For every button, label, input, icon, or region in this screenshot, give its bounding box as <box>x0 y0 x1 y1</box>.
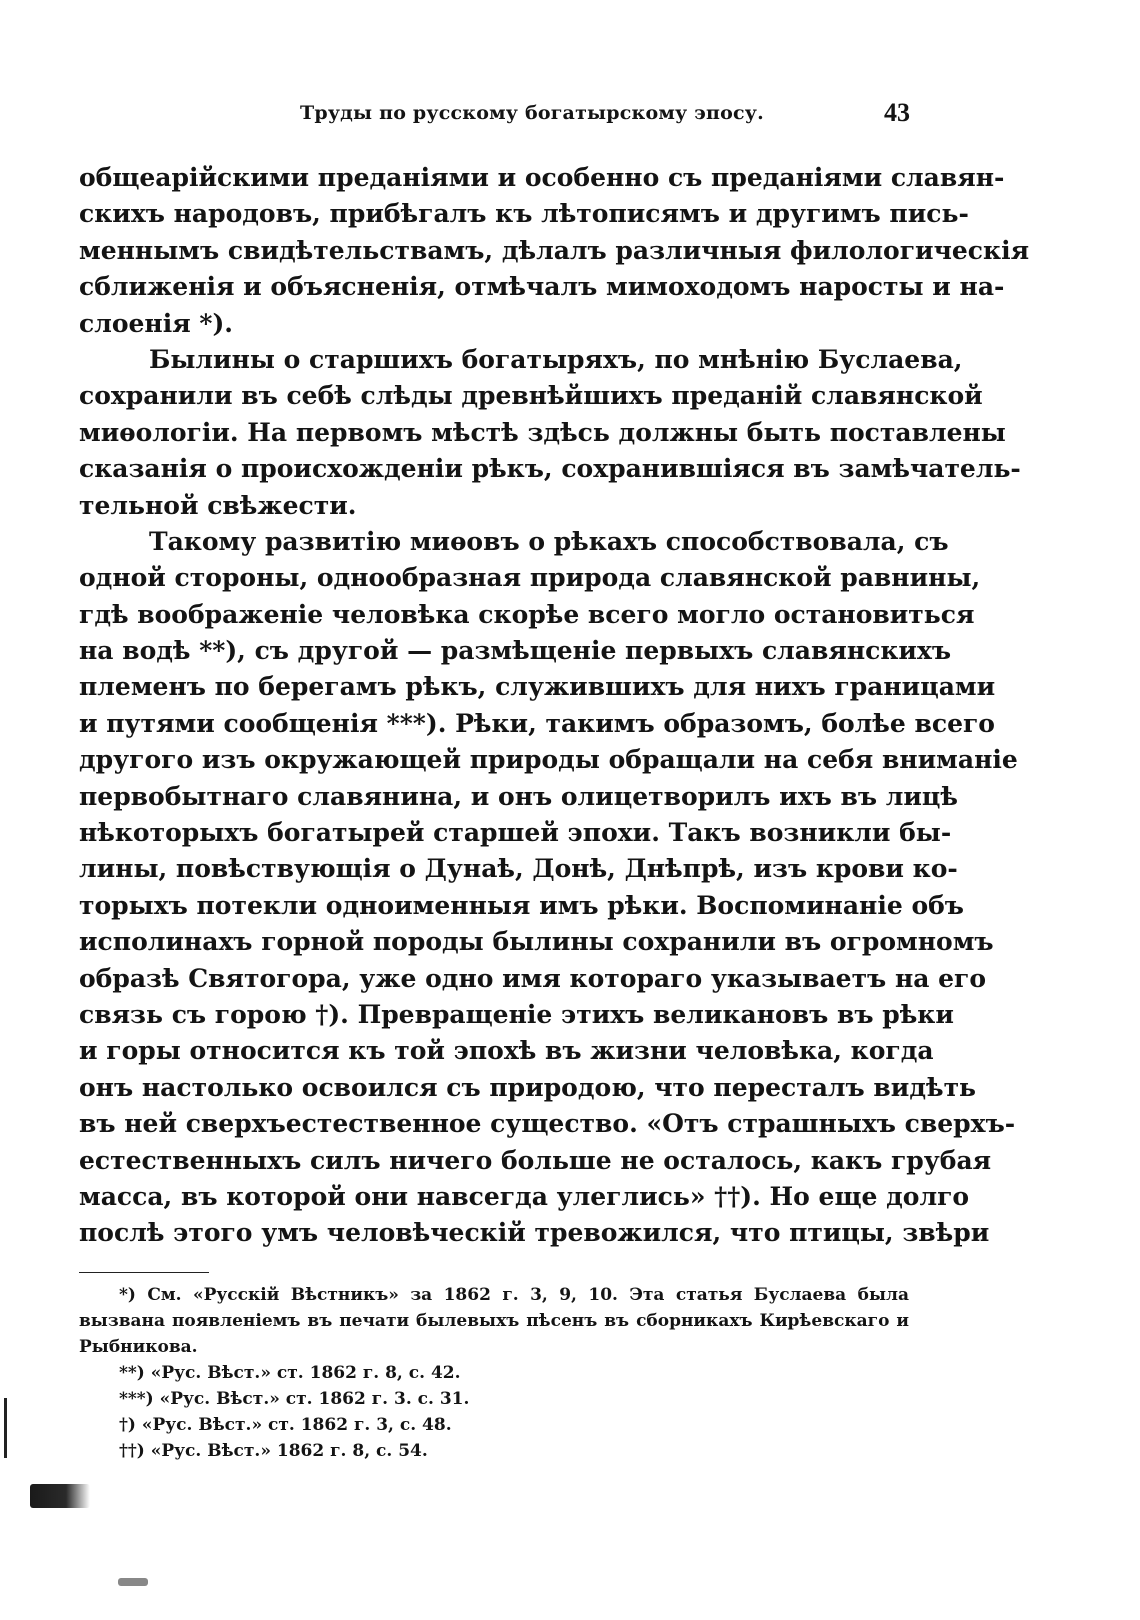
text-line: первобытнаго славянина, и онъ олицетворилъ ихъ въ лицѣ <box>79 781 958 811</box>
text-line: племенъ по берегамъ рѣкъ, служившихъ для нихъ границами <box>79 672 996 702</box>
footnote-line: ††) «Рус. Вѣст.» 1862 г. 8, с. 54. <box>119 1441 428 1461</box>
text-line: сохранили въ себѣ слѣды древнѣйшихъ преданій славянской <box>79 381 983 411</box>
text-line: тельной свѣжести. <box>79 490 357 520</box>
text-line: послѣ этого умъ человѣческій тревожился, что птицы, звѣри <box>79 1218 990 1248</box>
text-line: Такому развитію миѳовъ о рѣкахъ способствовала, съ <box>149 526 949 556</box>
text-line: гдѣ воображеніе человѣка скорѣе всего могло остановиться <box>79 599 975 629</box>
text-line: на водѣ **), съ другой — размѣщеніе первыхъ славянскихъ <box>79 636 952 666</box>
text-line: нѣкоторыхъ богатырей старшей эпохи. Такъ возникли бы- <box>79 818 952 848</box>
text-line: другого изъ окружающей природы обращали на себя вниманіе <box>79 745 1018 775</box>
text-line: исполинахъ горной породы былины сохранили въ огромномъ <box>79 927 994 957</box>
text-line: сказанія о происхожденіи рѣкъ, сохранившіяся въ замѣчатель- <box>79 454 1021 484</box>
text-line: Былины о старшихъ богатыряхъ, по мнѣнію Буслаева, <box>149 344 963 374</box>
text-line: миѳологіи. На первомъ мѣстѣ здѣсь должны быть поставлены <box>79 417 1006 447</box>
text-line: онъ настолько освоился съ природою, что пересталъ видѣть <box>79 1072 977 1102</box>
text-line: въ ней сверхъестественное существо. «Отъ страшныхъ сверхъ- <box>79 1109 1016 1139</box>
text-line: образѣ Святогора, уже одно имя котораго указываетъ на его <box>79 963 987 993</box>
text-line: естественныхъ силъ ничего больше не осталось, какъ грубая <box>79 1145 992 1175</box>
scan-smudge-small <box>118 1578 148 1586</box>
footnotes <box>79 1282 909 1464</box>
main-text <box>79 160 1030 1252</box>
text-line: и горы относится къ той эпохѣ въ жизни человѣка, когда <box>79 1036 934 1066</box>
footnote-divider <box>79 1272 209 1273</box>
text-line: скихъ народовъ, прибѣгалъ къ лѣтописямъ и другимъ пись- <box>79 199 969 229</box>
footnote-line: вызвана появленіемъ въ печати былевыхъ пѣсенъ въ сборникахъ Кирѣевскаго и <box>79 1311 909 1331</box>
footnote-line: †) «Рус. Вѣст.» ст. 1862 г. 3, с. 48. <box>119 1415 452 1435</box>
text-line: и путями сообщенія ***). Рѣки, такимъ образомъ, болѣе всего <box>79 708 995 738</box>
text-line: общеарійскими преданіями и особенно съ преданіями славян- <box>79 163 1005 192</box>
footnote-line: **) «Рус. Вѣст.» ст. 1862 г. 8, с. 42. <box>119 1363 461 1383</box>
page-number: 43 <box>884 98 910 127</box>
page-header <box>300 98 910 134</box>
text-line: масса, въ которой они навсегда улеглись» ††). Но еще долго <box>79 1181 970 1211</box>
text-line: связь съ горою †). Превращеніе этихъ великановъ въ рѣки <box>79 999 954 1029</box>
running-title: Труды по русскому богатырскому эпосу. <box>300 102 764 124</box>
text-line: слоенія *). <box>79 308 234 338</box>
footnote-line: *) См. «Русскій Вѣстникъ» за 1862 г. 3, 9, 10. Эта статья Буслаева была <box>119 1285 909 1305</box>
text-line: торыхъ потекли одноименныя имъ рѣки. Воспоминаніе объ <box>79 890 964 920</box>
text-line: сближенія и объясненія, отмѣчалъ мимоходомъ наросты и на- <box>79 272 1005 302</box>
footnote-line: Рыбникова. <box>79 1337 198 1357</box>
scan-smudge <box>30 1484 90 1508</box>
footnote-line: ***) «Рус. Вѣст.» ст. 1862 г. 3. с. 31. <box>119 1389 470 1409</box>
text-line: меннымъ свидѣтельствамъ, дѣлалъ различныя филологическія <box>79 235 1030 265</box>
text-line: лины, повѣствующія о Дунаѣ, Донѣ, Днѣпрѣ, изъ крови ко- <box>79 854 958 884</box>
scan-margin-mark <box>4 1398 7 1458</box>
text-line: одной стороны, однообразная природа славянской равнины, <box>79 563 981 593</box>
